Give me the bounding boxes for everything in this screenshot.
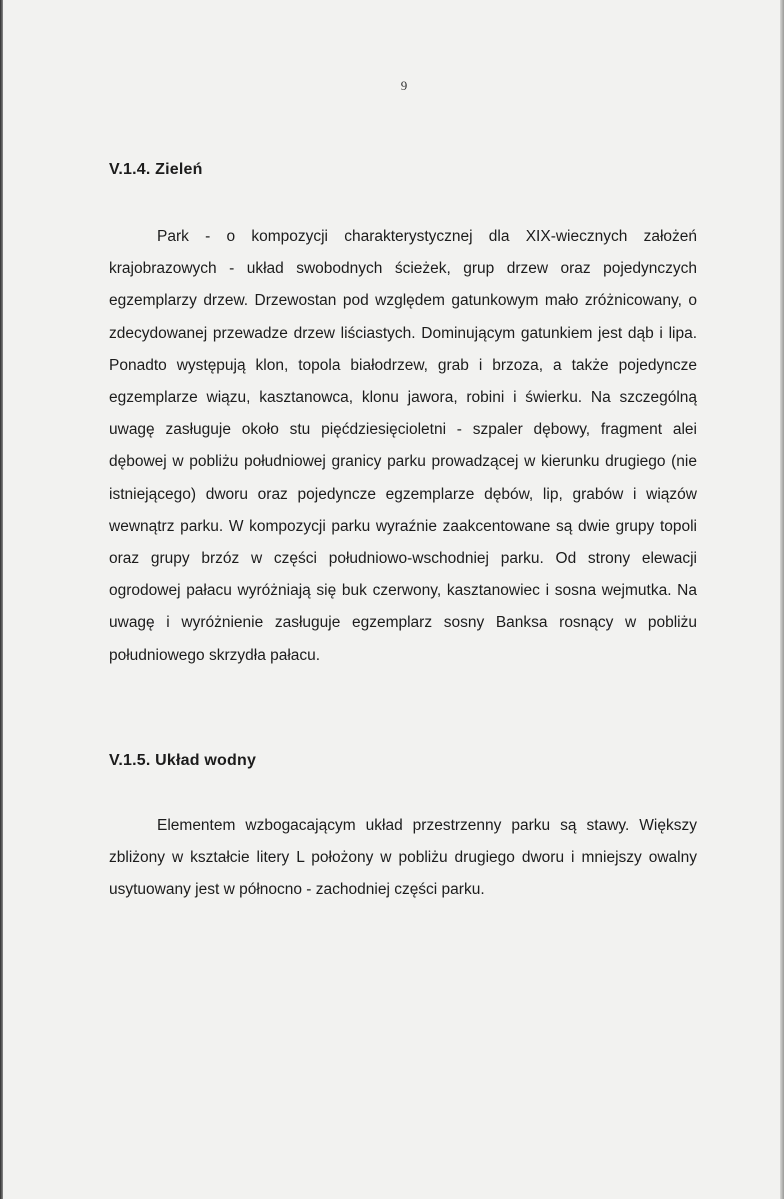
scan-edge-right — [780, 0, 784, 1199]
section-heading-greenery: V.1.4. Zieleń — [109, 161, 203, 178]
section-paragraph-water-system — [109, 810, 697, 907]
paragraph-text: Elementem wzbogacającym układ przestrzenny parku są stawy. Większy zbliżony w kształcie litery L położony w pobliżu drugiego dworu i mniejszy owalny usytuowany jest w północno - zachodniej części parku. — [109, 817, 697, 899]
section-heading-water-system: V.1.5. Układ wodny — [109, 752, 257, 769]
page-number: 9 — [400, 78, 408, 93]
scan-edge-left — [0, 0, 3, 1199]
section-paragraph-greenery — [109, 221, 697, 672]
paragraph-text: Park - o kompozycji charakterystycznej dla XIX-wiecznych założeń krajobrazowych - układ swobodnych ścieżek, grup drzew oraz pojedynczych egzemplarzy drzew. Drzewostan pod względem gatunkowym mało zróżnicowany, o zdecydowanej przewadze drzew liściastych. Dominującym gatunkiem jest dąb i lipa. Ponadto występują klon, topola białodrzew, grab i brzoza, a także pojedyncze egzemplarze wiązu, kasztanowca, klonu jawora, robini i świerku. Na szczególną uwagę zasługuje około stu pięćdziesięcioletni - szpaler dębowy, fragment alei dębowej w pobliżu południowej granicy parku prowadzącej w kierunku drugiego (nie istniejącego) dworu oraz pojedyncze egzemplarze dębów, lip, grabów i wiązów wewnątrz parku. W kompozycji parku wyraźnie zaakcentowane są dwie grupy topoli oraz grupy brzóz w części południowo-wschodniej parku. Od strony elewacji ogrodowej pałacu wyróżniają się buk czerwony, kasztanowiec i sosna wejmutka. Na uwagę i wyróżnienie zasługuje egzemplarz sosny Banksa rosnący w pobliżu południowego skrzydła pałacu. — [109, 228, 697, 664]
